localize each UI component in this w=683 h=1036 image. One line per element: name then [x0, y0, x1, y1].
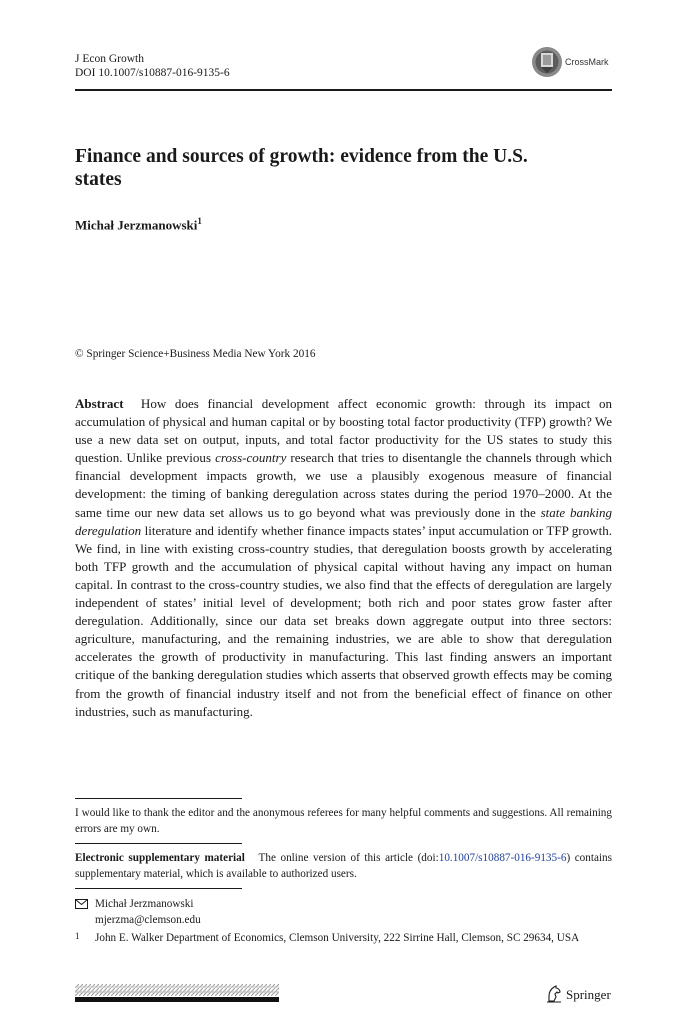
esm-doi-link[interactable]: 10.1007/s10887-016-9135-6: [438, 852, 567, 864]
contact-name: Michał Jerzmanowski: [95, 898, 194, 910]
abstract-label: Abstract: [75, 396, 124, 411]
crossmark-icon: [531, 46, 563, 78]
affiliation-text: John E. Walker Department of Economics, Clemson University, 222 Sirrine Hall, Clemson, SC 29634, USA: [95, 932, 580, 944]
affiliation-number: 1: [75, 931, 80, 941]
crossmark-label: CrossMark: [565, 57, 609, 67]
copyright-notice: © Springer Science+Business Media New York 2016: [75, 348, 316, 360]
barcode-strip: [75, 984, 279, 1003]
crossmark-badge[interactable]: [531, 46, 613, 78]
journal-name: J Econ Growth: [75, 53, 144, 65]
footnote-rule-3: [75, 888, 242, 889]
abstract-text-2: research that tries to disentangle the channels through which financial development impacts growth, we use a plausibly exogenous measure of financial development: the timing of banking deregulation across states during the period 1970–2000. At the same time our new data set allows us to go beyond what was previously done in the: [75, 450, 612, 520]
envelope-icon: [75, 899, 88, 909]
acknowledgement-footnote: I would like to thank the editor and the anonymous referees for many helpful comments and suggestions. All remaining errors are my own.: [75, 807, 612, 835]
article-title: Finance and sources of growth: evidence from the U.S. states: [75, 146, 528, 190]
author-affiliation-mark: 1: [197, 216, 202, 226]
author-name: Michał Jerzmanowski: [75, 217, 198, 233]
footnote-rule-1: [75, 798, 242, 799]
author-line: [75, 216, 202, 233]
abstract-emphasis-2: state banking deregulation: [75, 504, 613, 538]
esm-text-1: The online version of this article (doi:: [258, 852, 439, 864]
running-header: [75, 52, 230, 80]
esm-footnote: [75, 851, 612, 882]
esm-text-2: ) contains supplementary material, which is available to authorized users.: [75, 852, 613, 880]
article-doi: DOI 10.1007/s10887-016-9135-6: [75, 67, 230, 79]
esm-label: Electronic supplementary material: [75, 852, 245, 864]
abstract: [75, 395, 612, 721]
abstract-text-1: How does financial development affect economic growth: through its impact on accumulation of physical and human capital or by boosting total factor productivity (TFP) growth? We use a new data set on output, inputs, and total factor productivity for the US states to study this question. Unlike previous: [75, 396, 612, 466]
springer-horse-icon: [546, 985, 562, 1003]
publisher-name: Springer: [566, 987, 611, 1002]
abstract-emphasis-1: cross-country: [215, 450, 287, 466]
contact-email[interactable]: mjerzma@clemson.edu: [95, 913, 201, 926]
footnote-rule-2: [75, 843, 242, 844]
abstract-text-3: literature and identify whether finance impacts states’ input accumulation or TFP growth. We find, in line with existing cross-country studies, that deregulation boosts growth by accelerating both TFP growth and the accumulation of physical capital without having any impact on human capital. In contrast to the cross-country studies, we also find that the effects of deregulation are largely independent of states’ initial level of development; both rich and poor states grow faster after deregulation. Additionally, since our data set breaks down aggregate output into three sectors: agriculture, manufacturing, and the remaining industries, we are able to show that deregulation accelerates the growth of productivity in manufacturing. This last finding answers an important critique of the banking deregulation studies which asserts that observed growth effects may be coming from the growth of financial industry itself and not from the beneficial effect of finance on other industries, such as manufacturing.: [75, 522, 612, 719]
header-rule: [75, 89, 612, 91]
